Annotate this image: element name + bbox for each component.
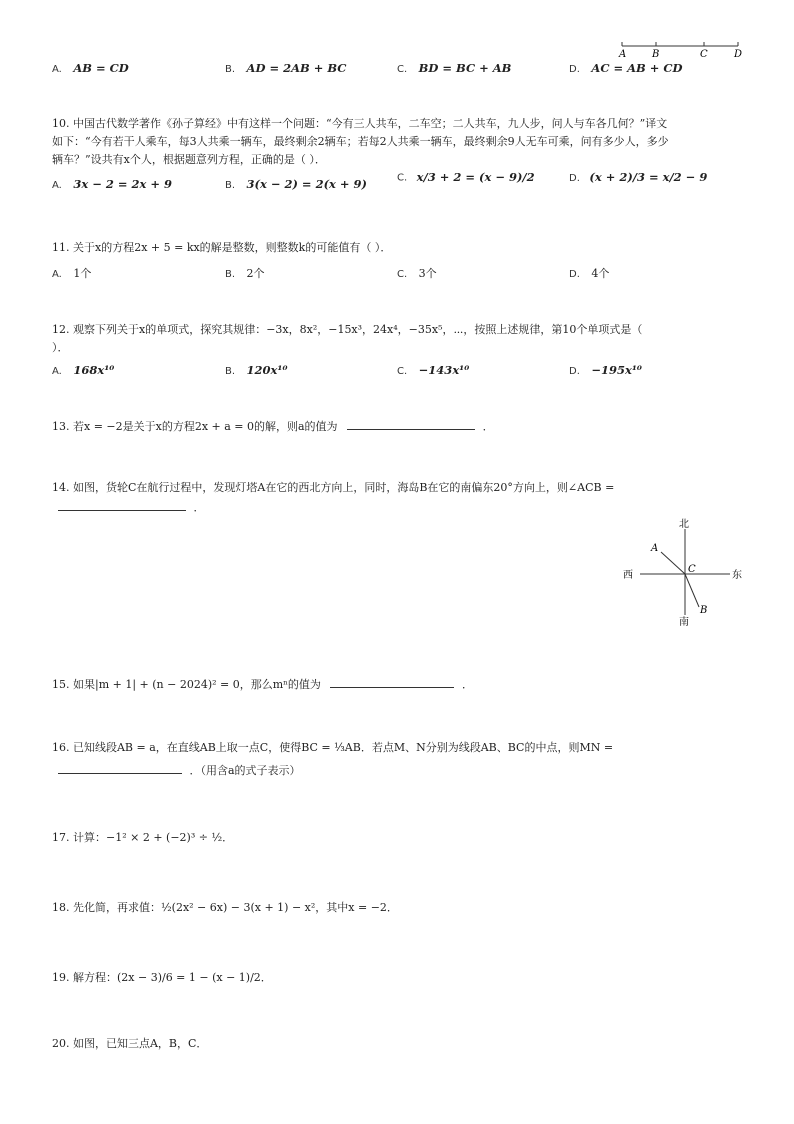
q16-answer-blank[interactable] [58,773,182,774]
point-b-label: B [652,49,660,60]
q14-answer-row: ． [58,499,205,515]
q16-stem: 16. 已知线段AB = a，在直线AB上取一点C，使得BC = ⅓AB．若点M、N分别为线段AB、BC的中点，则MN = [52,741,614,754]
q10-stem-line1: 10. 中国古代数学著作《孙子算经》中有这样一个问题：“今有三人共车，二车空；二人共车，九人步，问人与车各几何？”译文 [52,117,668,130]
q12-option-a[interactable]: A. 168x¹⁰ [52,363,115,377]
q10-stem-line3: 辆车？”设共有x个人，根据题意列方程，正确的是（ ）． [52,153,326,166]
q12-option-b[interactable]: B. 120x¹⁰ [225,363,288,377]
point-b-label: B [700,605,708,616]
point-d-label: D [734,49,743,60]
q10-option-d[interactable]: D. (x + 2)/3 = x/2 − 9 [569,170,708,184]
q19-stem: 19. 解方程：(2x − 3)/6 = 1 − (x − 1)/2． [52,971,272,984]
west-label: 西 [623,570,633,581]
q9-option-d[interactable]: D. AC = AB + CD [569,61,683,75]
compass-figure [618,515,748,630]
east-label: 东 [732,570,742,581]
q14-stem: 14. 如图，货轮C在航行过程中，发现灯塔A在它的西北方向上，同时，海岛B在它的南偏东20°方向上，则∠ACB = [52,481,615,494]
q10-option-b[interactable]: B. 3(x − 2) = 2(x + 9) [225,177,367,191]
q12-option-d[interactable]: D. −195x¹⁰ [569,363,642,377]
q9-option-c[interactable]: C. BD = BC + AB [397,61,512,75]
q10-option-c-text: x/3 + 2 = (x − 9)/2 [416,170,535,184]
q15-stem: 15. 如果|m + 1| + (n − 2024)² = 0，那么mⁿ的值为 [52,678,321,691]
q20-stem: 20. 如图，已知三点A，B，C． [52,1037,208,1050]
q11-stem: 11. 关于x的方程2x + 5 = kx的解是整数，则整数k的可能值有（ ）． [52,241,392,254]
north-label: 北 [679,519,689,530]
q10-stem-line2: 如下：“今有若干人乘车，每3人共乘一辆车，最终剩余2辆车；若每2人共乘一辆车，最终剩余9人无车可乘，问有多少人，多少 [52,135,669,148]
south-label: 南 [679,617,689,628]
q18-stem: 18. 先化简，再求值：½(2x² − 6x) − 3(x + 1) − x²，其中x = −2． [52,901,398,914]
q11-option-c[interactable]: C. 3个 [397,267,437,280]
q12-stem: 12. 观察下列关于x的单项式，探究其规律：−3x，8x²，−15x³，24x⁴，−35x⁵，⋯，按照上述规律，第10个单项式是（ [52,323,643,336]
q17-stem: 17. 计算：−1² × 2 + (−2)³ ÷ ½． [52,831,234,844]
q12-stem-cont: ）． [52,341,69,354]
q10-option-c[interactable]: C. x/3 + 2 = (x − 9)/2 [397,170,535,184]
q13-answer-blank[interactable] [347,429,475,430]
q16-answer-row: ．（用含a的式子表示） [58,762,301,778]
point-c-label: C [700,49,708,60]
q12-option-c[interactable]: C. −143x¹⁰ [397,363,470,377]
q11-option-d[interactable]: D. 4个 [569,267,610,280]
point-a-label: A [619,49,627,60]
q13-stem: 13. 若x = −2是关于x的方程2x + a = 0的解，则a的值为 [52,420,338,433]
q13: 13. 若x = −2是关于x的方程2x + a = 0的解，则a的值为 ． [52,420,494,433]
q14-answer-blank[interactable] [58,510,186,511]
q9-option-b[interactable]: B. AD = 2AB + BC [225,61,347,75]
q10-option-a[interactable]: A. 3x − 2 = 2x + 9 [52,177,172,191]
q9-option-a[interactable]: A. AB = CD [52,61,129,75]
q10-option-d-text: (x + 2)/3 = x/2 − 9 [589,170,708,184]
q15-answer-blank[interactable] [330,687,454,688]
q11-option-b[interactable]: B. 2个 [225,267,265,280]
point-c-label: C [688,564,696,575]
segment-figure [612,38,752,60]
q11-option-a[interactable]: A. 1个 [52,267,92,280]
q15: 15. 如果|m + 1| + (n − 2024)² = 0，那么mⁿ的值为 ． [52,678,473,691]
point-a-label: A [651,543,659,554]
